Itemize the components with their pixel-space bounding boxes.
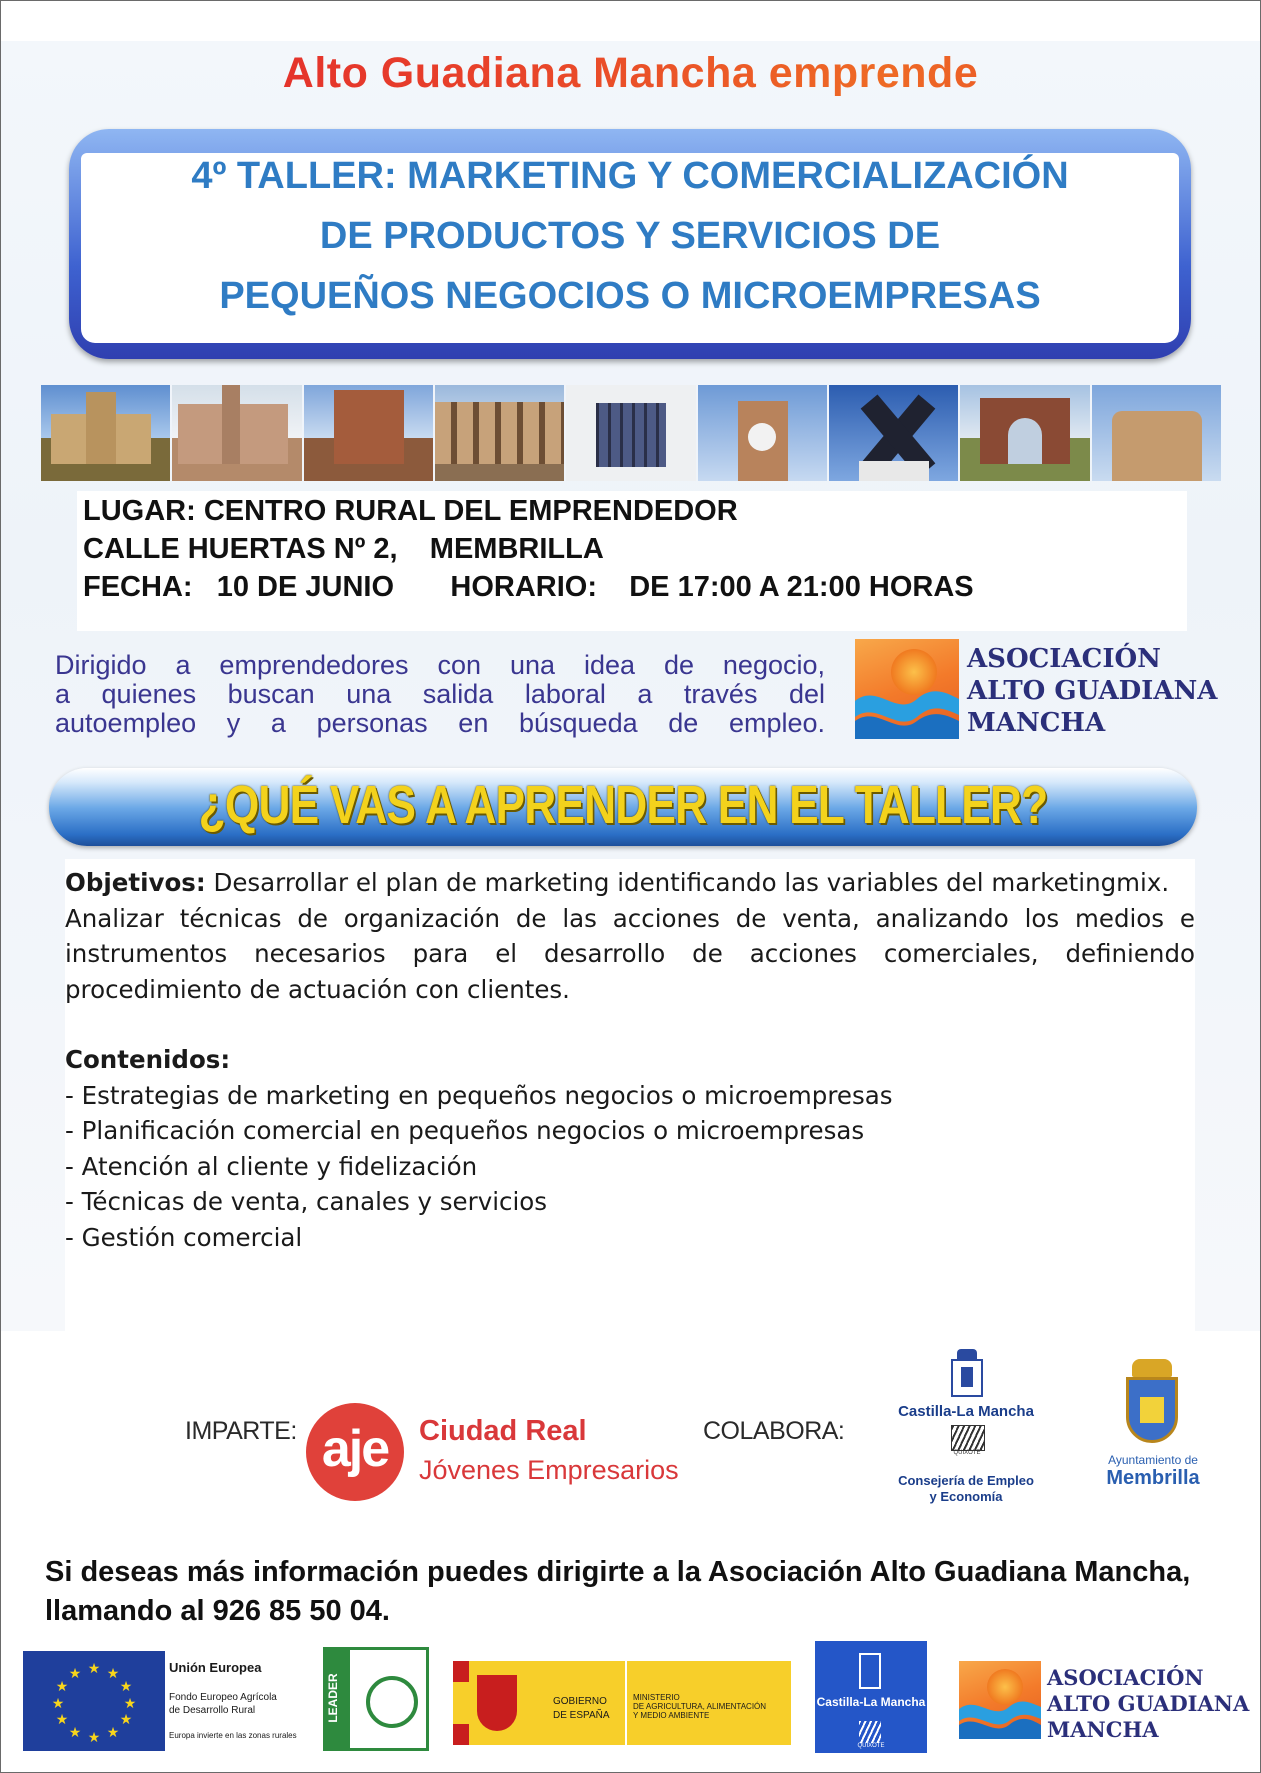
svg-text:★: ★ — [55, 1679, 69, 1695]
clock-tower-photo — [698, 385, 827, 481]
eu-label: Unión Europea — [169, 1660, 262, 1675]
eu-flag-icon — [23, 1651, 165, 1751]
ministry-line: MINISTERIO — [633, 1693, 680, 1702]
ministry-line: Y MEDIO AMBIENTE — [633, 1711, 710, 1720]
svg-text:★: ★ — [119, 1679, 133, 1695]
svg-text:★: ★ — [87, 1661, 101, 1677]
contents-label: Contenidos: — [65, 1045, 231, 1074]
workshop-title-line-3: PEQUEÑOS NEGOCIOS O MICROEMPRESAS — [219, 275, 1041, 317]
svg-text:★: ★ — [68, 1666, 82, 1682]
workshop-title-box — [69, 129, 1191, 359]
workshop-title-line-2: DE PRODUCTOS Y SERVICIOS DE — [319, 215, 941, 257]
eu-slogan: Europa invierte en las zonas rurales — [169, 1731, 297, 1740]
imparte-label: IMPARTE: — [185, 1417, 297, 1445]
event-location: LUGAR: CENTRO RURAL DEL EMPRENDEDOR — [83, 495, 738, 527]
question-heading: ¿QUÉ VAS A APRENDER EN EL TALLER? — [198, 775, 1048, 835]
event-date-time: FECHA: 10 DE JUNIO HORARIO: DE 17:00 A 21:00 HORAS — [83, 571, 974, 603]
main-title: Alto Guadiana Mancha emprende — [1, 49, 1260, 98]
contact-info: Si deseas más información puedes dirigirte a la Asociación Alto Guadiana Mancha, llamando al 926 85 50 04. — [45, 1556, 1191, 1627]
government-line: GOBIERNO — [553, 1696, 607, 1707]
eu-fund-line: de Desarrollo Rural — [169, 1705, 256, 1716]
stone-arch-photo — [960, 385, 1089, 481]
brick-tower-photo — [304, 385, 433, 481]
round-tower-photo — [1092, 385, 1221, 481]
association-name-line: ALTO GUADIANA — [967, 676, 1218, 706]
workshop-title-line-1: 4º TALLER: MARKETING Y COMERCIALIZACIÓN — [191, 155, 1069, 197]
svg-text:★: ★ — [51, 1696, 65, 1712]
objectives-label: Objetivos: — [65, 868, 206, 897]
list-item: - Atención al cliente y fidelización — [65, 1151, 478, 1181]
association-name-line: MANCHA — [967, 708, 1106, 738]
svg-text:★: ★ — [106, 1666, 120, 1682]
iron-window-photo — [566, 385, 695, 481]
svg-text:★: ★ — [55, 1712, 69, 1728]
membrilla-label: Membrilla — [1106, 1467, 1200, 1489]
photo-strip — [41, 385, 1221, 481]
svg-text:★: ★ — [106, 1725, 120, 1741]
association-logo-icon — [855, 639, 959, 739]
castle-photo — [41, 385, 170, 481]
list-item: - Planificación comercial en pequeños negocios o microempresas — [65, 1116, 865, 1145]
eu-fund-line: Fondo Europeo Agrícola — [169, 1692, 277, 1703]
target-audience-line: a quienes buscan una salida laboral a través del — [55, 679, 825, 709]
target-audience-text — [55, 651, 825, 738]
church-photo — [172, 385, 301, 481]
government-line: DE ESPAÑA — [553, 1710, 610, 1721]
association-footer-name — [1047, 1665, 1249, 1743]
clm-name: Castilla-La Mancha — [898, 1403, 1034, 1420]
association-name-line: ASOCIACIÓN — [967, 644, 1161, 674]
contents-list — [65, 1078, 1195, 1256]
svg-text:★: ★ — [119, 1712, 133, 1728]
aje-logo-icon: aje — [306, 1403, 404, 1501]
association-name-line: ALTO GUADIANA — [1047, 1691, 1250, 1716]
workshop-title-panel — [81, 153, 1179, 343]
list-item: - Estrategias de marketing en pequeños negocios o microempresas — [65, 1080, 893, 1110]
event-address: CALLE HUERTAS Nº 2, MEMBRILLA — [83, 533, 604, 565]
clm-department-line: y Economía — [929, 1489, 1003, 1504]
objectives-text: Desarrollar el plan de marketing identificando las variables del marketingmix. — [205, 868, 1170, 897]
clm-footer-seal: QUIXOTE — [857, 1743, 885, 1749]
aje-subtitle: Jóvenes Empresarios — [419, 1455, 679, 1485]
leader-label: LEADER — [326, 1673, 340, 1723]
objectives-paragraph — [65, 865, 1195, 901]
list-item: - Técnicas de venta, canales y servicios — [65, 1187, 548, 1216]
target-audience-line: Dirigido a emprendedores con una idea de negocio, — [55, 650, 825, 680]
clm-footer-label: Castilla-La Mancha — [816, 1695, 926, 1709]
clm-department-line: Consejería de Empleo — [898, 1473, 1034, 1488]
course-content — [65, 859, 1195, 1339]
clm-quixote-icon — [951, 1425, 985, 1451]
question-banner — [49, 768, 1197, 846]
clm-seal-text: QUIXOTE — [953, 1450, 981, 1456]
ministry-line: DE AGRICULTURA, ALIMENTACIÓN — [633, 1702, 767, 1711]
association-name-line: MANCHA — [1047, 1717, 1159, 1742]
colabora-label: COLABORA: — [703, 1417, 845, 1445]
target-audience-line: autoempleo y a personas en búsqueda de empleo. — [55, 708, 825, 738]
membrilla-coat-of-arms-icon — [1124, 1359, 1180, 1449]
aje-city: Ciudad Real — [419, 1415, 587, 1447]
event-info-panel — [77, 491, 1187, 631]
clm-crest-icon — [951, 1349, 983, 1397]
ayuntamiento-label: Ayuntamiento de — [1108, 1453, 1198, 1467]
svg-text:★: ★ — [123, 1696, 137, 1712]
list-item: - Gestión comercial — [65, 1222, 303, 1252]
windmill-photo — [829, 385, 958, 481]
svg-text:★: ★ — [87, 1730, 101, 1746]
association-footer-logo-icon — [959, 1661, 1041, 1739]
association-name-line: ASOCIACIÓN — [1047, 1665, 1204, 1690]
svg-text:★: ★ — [68, 1725, 82, 1741]
association-name — [967, 643, 1217, 739]
objectives-text-2: Analizar técnicas de organización de las acciones de venta, analizando los medios e instrumentos necesarios para el desarrollo de acciones comerciales, definiendo procedimiento de actuación con clientes. — [65, 903, 1195, 1004]
arcade-street-photo — [435, 385, 564, 481]
